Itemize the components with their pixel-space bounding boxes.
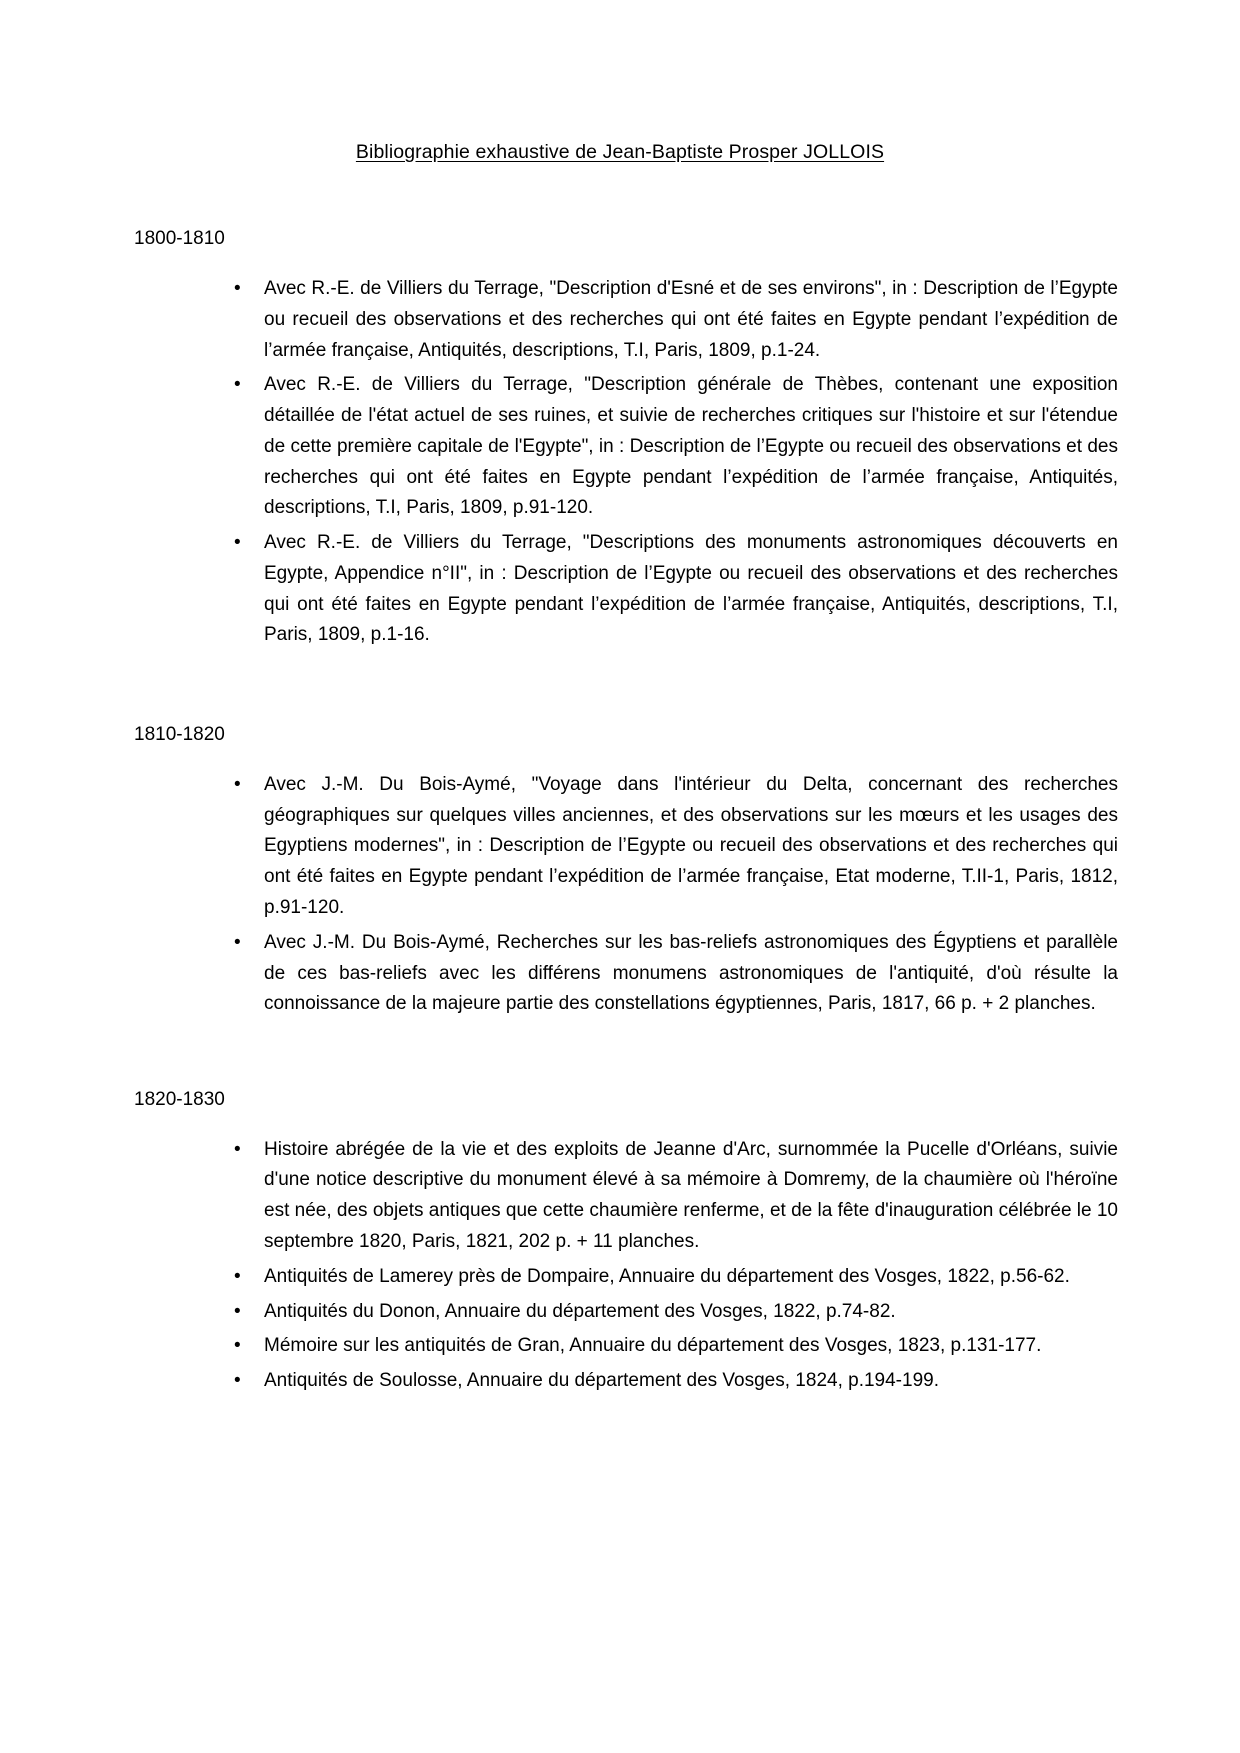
bullet-icon: •: [234, 278, 241, 300]
bibliography-list: [118, 274, 1122, 651]
page-title: Bibliographie exhaustive de Jean-Baptiste Prosper JOLLOIS: [355, 141, 885, 163]
section-1810-1820: [118, 723, 1122, 1020]
list-item: [234, 1366, 1118, 1397]
bullet-icon: •: [234, 1300, 241, 1322]
list-item: [234, 1262, 1118, 1293]
section-heading: 1820-1830: [134, 1089, 225, 1111]
bibliography-entry: Antiquités de Soulosse, Annuaire du département des Vosges, 1824, p.194-199.: [264, 1370, 939, 1392]
bullet-icon: •: [234, 1265, 241, 1287]
bibliography-entry: Avec R.-E. de Villiers du Terrage, "Description générale de Thèbes, contenant une exposition détaillée de l'état actuel de ses ruines, et suivie de recherches critiques sur l'histoire et sur l'étendue de cette première capitale de l'Egypte", in : Description de l’Egypte ou recueil des observations et des recherches qui ont été faites en Egypte pendant l’expédition de l’armée française, Antiquités, descriptions, T.I, Paris, 1809, p.91-120.: [264, 374, 1118, 519]
bibliography-entry: Histoire abrégée de la vie et des exploits de Jeanne d'Arc, surnommée la Pucelle d'Orléans, suivie d'une notice descriptive du monument élevé à sa mémoire à Domremy, de la chaumière où l'héroïne est née, des objets antiques que cette chaumière renferme, et de la fête d'inauguration célébrée le 10 septembre 1820, Paris, 1821, 202 p. + 11 planches.: [264, 1138, 1118, 1253]
bibliography-entry: Avec J.-M. Du Bois-Aymé, "Voyage dans l'intérieur du Delta, concernant des recherches géographiques sur quelques villes anciennes, et des observations sur les mœurs et les usages des Egyptiens modernes", in : Description de l’Egypte ou recueil des observations et des recherches qui ont été faites en Egypte pendant l’expédition de l’armée française, Etat moderne, T.II-1, Paris, 1812, p.91-120.: [264, 773, 1118, 918]
section-heading: 1800-1810: [134, 228, 225, 250]
section-1820-1830: [118, 1088, 1122, 1397]
bullet-icon: •: [234, 532, 241, 554]
bibliography-list: [118, 1135, 1122, 1397]
list-item: [234, 1331, 1118, 1362]
list-item: [234, 1297, 1118, 1328]
list-item: [234, 528, 1118, 651]
bullet-icon: •: [234, 1370, 241, 1392]
bullet-icon: •: [234, 1138, 241, 1160]
bibliography-entry: Antiquités de Lamerey près de Dompaire, Annuaire du département des Vosges, 1822, p.56-62.: [264, 1265, 1070, 1287]
list-item: [234, 370, 1118, 524]
bibliography-list: [118, 770, 1122, 1020]
bullet-icon: •: [234, 1335, 241, 1357]
bullet-icon: •: [234, 773, 241, 795]
bullet-icon: •: [234, 931, 241, 953]
bibliography-entry: Avec J.-M. Du Bois-Aymé, Recherches sur les bas-reliefs astronomiques des Égyptiens et parallèle de ces bas-reliefs avec les différens monumens astronomiques de l'antiquité, d'où résulte la connoissance de la majeure partie des constellations égyptiennes, Paris, 1817, 66 p. + 2 planches.: [264, 931, 1118, 1015]
bullet-icon: •: [234, 374, 241, 396]
list-item: [234, 928, 1118, 1020]
section-heading: 1810-1820: [134, 724, 225, 746]
list-item: [234, 274, 1118, 366]
section-1800-1810: [118, 227, 1122, 651]
bibliography-entry: Antiquités du Donon, Annuaire du département des Vosges, 1822, p.74-82.: [264, 1300, 896, 1322]
list-item: [234, 1135, 1118, 1258]
section-spacer: [118, 1038, 1122, 1088]
bibliography-entry: Avec R.-E. de Villiers du Terrage, "Descriptions des monuments astronomiques découverts en Egypte, Appendice n°II", in : Description de l’Egypte ou recueil des observations et des recherches qui ont été faites en Egypte pendant l’expédition de l’armée française, Antiquités, descriptions, T.I, Paris, 1809, p.1-16.: [264, 532, 1118, 646]
bibliography-entry: Avec R.-E. de Villiers du Terrage, "Description d'Esné et de ses environs", in : Description de l’Egypte ou recueil des observations et des recherches qui ont été faites en Egypte pendant l’expédition de l’armée française, Antiquités, descriptions, T.I, Paris, 1809, p.1-24.: [264, 278, 1118, 361]
section-spacer: [118, 669, 1122, 723]
bibliography-entry: Mémoire sur les antiquités de Gran, Annuaire du département des Vosges, 1823, p.131-177.: [264, 1335, 1042, 1357]
list-item: [234, 770, 1118, 924]
